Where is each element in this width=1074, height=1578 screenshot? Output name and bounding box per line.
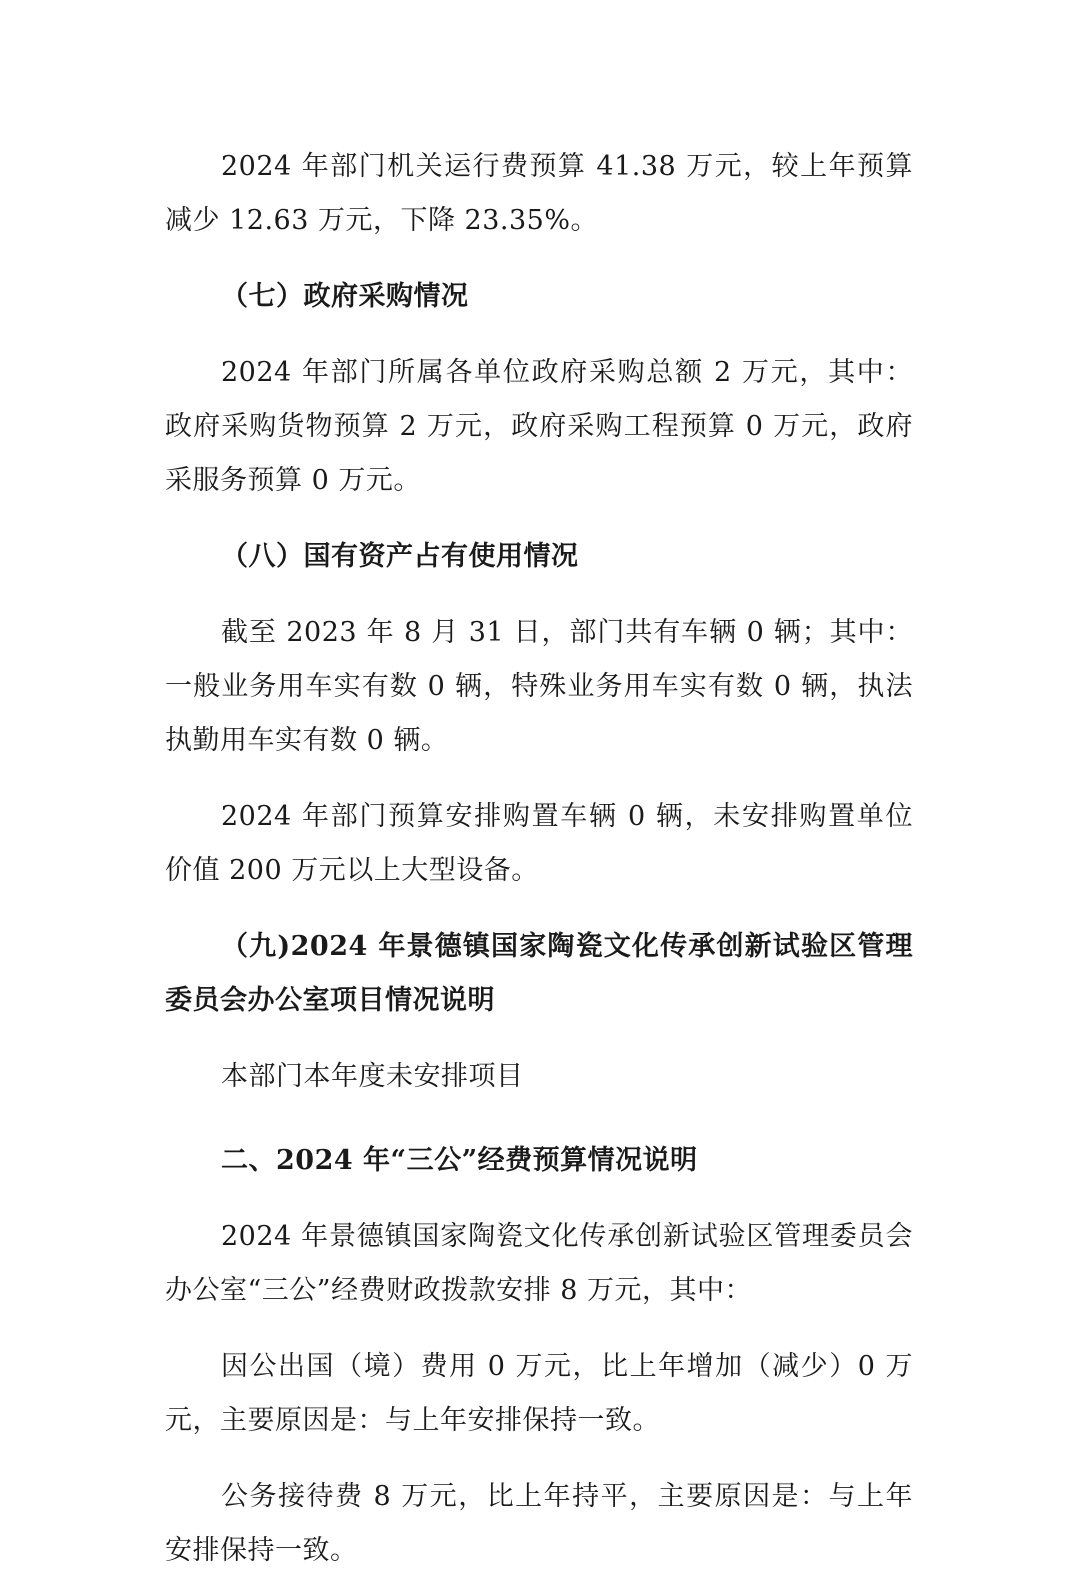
paragraph-vehicles: 截至 2023 年 8 月 31 日，部门共有车辆 0 辆；其中：一般业务用车实有数 0 辆，特殊业务用车实有数 0 辆，执法执勤用车实有数 0 辆。 (165, 617, 913, 756)
paragraph-vehicle-purchase: 2024 年部门预算安排购置车辆 0 辆，未安排购置单位价值 200 万元以上大型设备。 (165, 801, 913, 886)
paragraph-three-public-total: 2024 年景德镇国家陶瓷文化传承创新试验区管理委员会办公室“三公”经费财政拨款安排 8 万元，其中： (165, 1221, 913, 1306)
section-title-three-public: 二、2024 年“三公”经费预算情况说明 (221, 1145, 698, 1176)
heading-state-assets: （八）国有资产占有使用情况 (221, 541, 579, 572)
paragraph-no-projects: 本部门本年度未安排项目 (221, 1061, 524, 1092)
paragraph-reception-cost: 公务接待费 8 万元，比上年持平，主要原因是：与上年安排保持一致。 (165, 1481, 913, 1566)
paragraph-overseas-travel: 因公出国（境）费用 0 万元，比上年增加（减少）0 万元，主要原因是：与上年安排保持一致。 (165, 1351, 913, 1436)
heading-government-procurement: （七）政府采购情况 (221, 281, 469, 312)
heading-project-description: （九)2024 年景德镇国家陶瓷文化传承创新试验区管理委员会办公室项目情况说明 (165, 931, 913, 1016)
paragraph-procurement-total: 2024 年部门所属各单位政府采购总额 2 万元，其中：政府采购货物预算 2 万元，政府采购工程预算 0 万元，政府采服务预算 0 万元。 (165, 357, 913, 496)
paragraph-operating-cost: 2024 年部门机关运行费预算 41.38 万元，较上年预算减少 12.63 万元，下降 23.35%。 (165, 151, 913, 236)
document-page (165, 140, 913, 1578)
